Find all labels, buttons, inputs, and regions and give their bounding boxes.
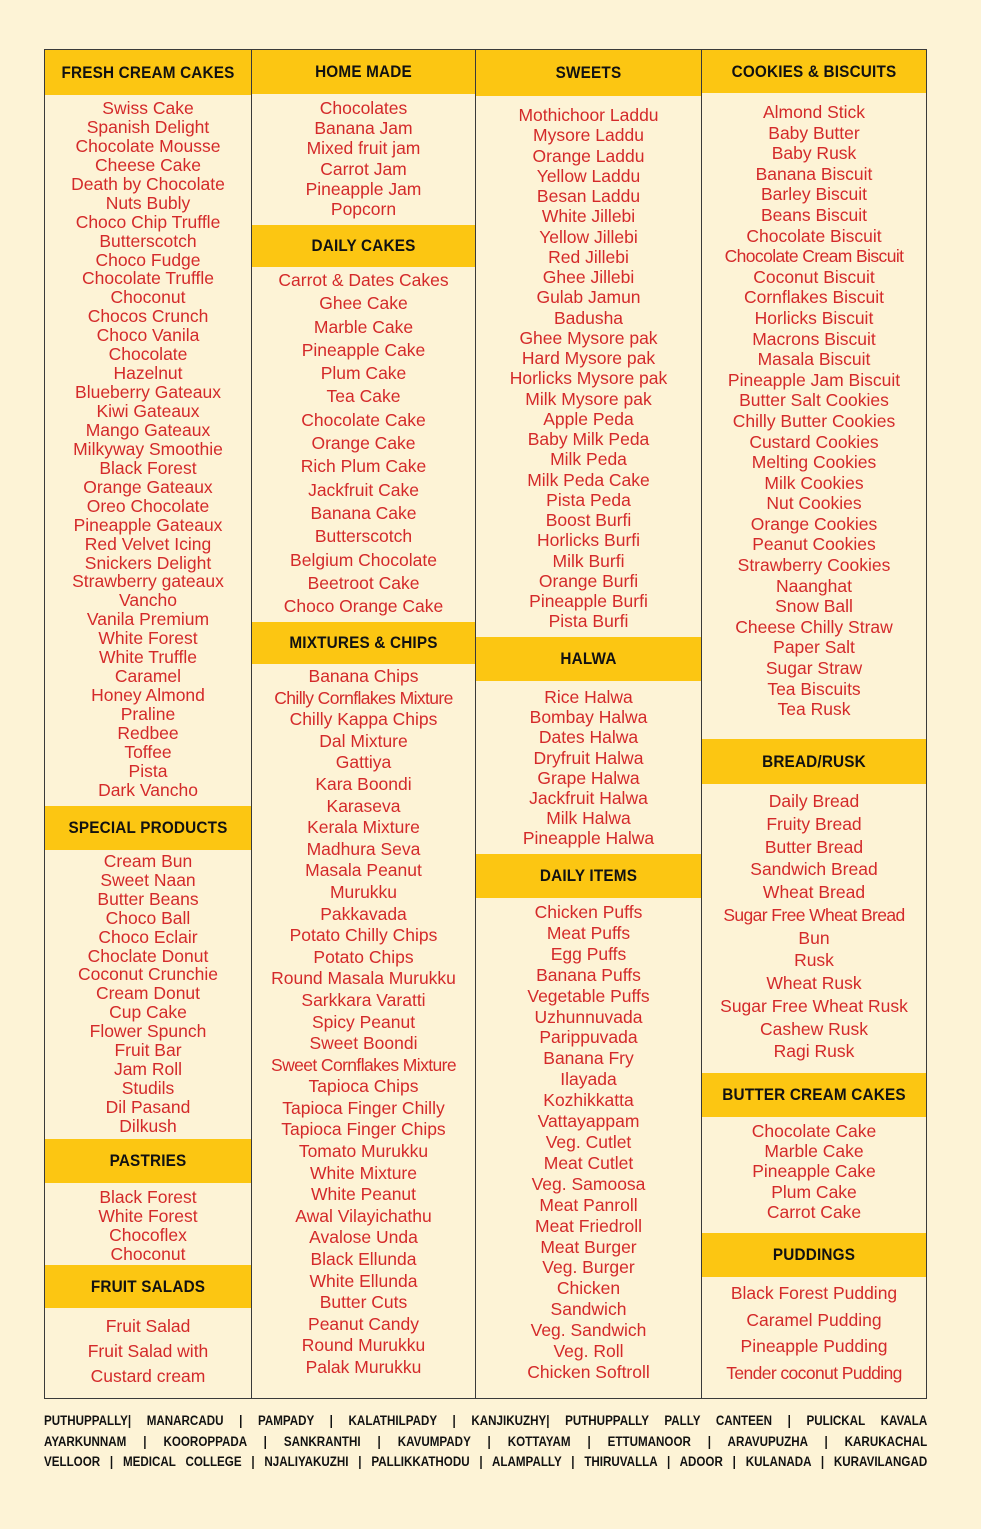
menu-item: Sweet Boondi (309, 1033, 418, 1054)
menu-item: Sandwich (550, 1299, 627, 1320)
menu-item: Milk Burfi (552, 550, 625, 571)
menu-item: Pineapple Halwa (522, 828, 655, 849)
menu-item: Sweet Cornflakes Mixture (271, 1054, 456, 1075)
menu-item: Pista (128, 760, 168, 781)
menu-item: Avalose Unda (309, 1227, 418, 1248)
menu-item: Spanish Delight (86, 116, 210, 137)
menu-item: Kozhikkatta (543, 1090, 634, 1111)
menu-item: Dilkush (119, 1115, 177, 1136)
menu-item: Baby Butter (768, 122, 860, 143)
menu-item: Sarkkara Varatti (301, 989, 426, 1010)
menu-item: Chicken Puffs (534, 902, 643, 922)
menu-item: Meat Puffs (546, 922, 631, 943)
menu-item: Butter Beans (97, 888, 199, 909)
menu-item: Pista Burfi (548, 611, 629, 632)
menu-item: Butter Salt Cookies (739, 390, 889, 411)
menu-item: Potato Chilly Chips (289, 925, 438, 946)
home-made-list (252, 94, 475, 225)
menu-item: Hard Mysore pak (521, 348, 656, 368)
menu-item: Choco Chip Truffle (75, 211, 221, 232)
menu-item: Blueberry Gateaux (75, 382, 221, 403)
special-products-list (45, 850, 251, 1139)
bread-rusk-list (702, 784, 926, 1073)
menu-item: Chilly Butter Cookies (732, 410, 896, 431)
menu-item: Cheese Cake (94, 154, 202, 175)
daily-items-list (476, 898, 701, 1398)
menu-item: Cream Donut (95, 983, 201, 1004)
menu-item: Chocos Crunch (87, 306, 209, 327)
section-header-sweets: SWEETS (487, 50, 690, 96)
menu-item: Tapioca Finger Chilly (282, 1097, 445, 1118)
menu-item: Pineapple Cake (301, 339, 426, 360)
section-header-special-products: SPECIAL PRODUCTS (55, 806, 240, 850)
menu-item: White Peanut (310, 1184, 417, 1205)
menu-item: Snickers Delight (84, 552, 212, 573)
menu-table (44, 49, 927, 1399)
menu-item: Black Forest Pudding (730, 1283, 898, 1303)
menu-item: Tea Rusk (777, 699, 851, 720)
menu-item: Dil Pasand (105, 1096, 191, 1117)
section-header-daily-items: DAILY ITEMS (487, 854, 690, 898)
menu-item: Chocolates (319, 98, 408, 118)
menu-item: Strawberry gateaux (72, 571, 224, 592)
menu-column-4 (702, 50, 926, 1398)
menu-item: Beans Biscuit (760, 204, 868, 225)
halwa-list (476, 681, 701, 854)
menu-item: Rich Plum Cake (300, 456, 427, 477)
menu-item: Sugar Free Wheat Rusk (720, 995, 908, 1016)
menu-item: Naanghat (776, 575, 852, 596)
menu-item: Ghee Cake (319, 293, 408, 314)
menu-item: Cashew Rusk (760, 1018, 868, 1039)
menu-item: Chilly Cornflakes Mixture (274, 687, 453, 708)
menu-item: Sandwich Bread (750, 859, 878, 880)
menu-item: Caramel (114, 666, 182, 687)
menu-item: Praline (120, 704, 176, 724)
menu-item: Toffee (124, 741, 172, 762)
section-header-butter-cream-cakes: BUTTER CREAM CAKES (713, 1073, 915, 1117)
menu-item: Pakkavada (320, 903, 407, 924)
menu-item: Choclate Donut (87, 945, 209, 966)
menu-item: Chocolate Biscuit (746, 225, 882, 246)
menu-item: Custard Cookies (749, 431, 879, 452)
menu-item: Coconut Biscuit (753, 266, 875, 287)
menu-item: Tender coconut Pudding (726, 1362, 902, 1383)
menu-item: Coconut Crunchie (77, 964, 219, 985)
daily-cakes-list (252, 267, 475, 622)
menu-item: Milk Cookies (764, 472, 864, 493)
menu-item: Palak Murukku (305, 1357, 422, 1377)
menu-item: Melting Cookies (751, 452, 877, 473)
menu-item: Mango Gateaux (85, 419, 211, 440)
menu-item: Tea Biscuits (767, 678, 861, 699)
menu-item: Butter Bread (764, 836, 864, 857)
section-header-fresh-cream-cakes: FRESH CREAM CAKES (55, 50, 240, 95)
menu-item: Pineapple Gateaux (73, 514, 223, 535)
section-header-puddings: PUDDINGS (713, 1233, 915, 1277)
menu-item: Meat Panroll (539, 1194, 638, 1215)
section-header-bread-rusk: BREAD/RUSK (713, 739, 915, 784)
menu-item: Daily Bread (768, 791, 860, 811)
menu-item: Apple Peda (543, 408, 634, 429)
menu-item: Milkyway Smoothie (73, 438, 223, 459)
menu-item: Jackfruit Cake (308, 479, 419, 500)
menu-item: Kerala Mixture (307, 817, 420, 838)
menu-item: Sugar Straw (765, 658, 863, 679)
menu-item: Vegetable Puffs (527, 985, 650, 1006)
menu-item: Fruit Bar (114, 1040, 182, 1061)
menu-item: Egg Puffs (550, 943, 627, 964)
menu-item: Butterscotch (314, 526, 413, 547)
menu-item: Pista Peda (546, 489, 631, 510)
branch-line-1: PUTHUPPALLY| MANARCADU | PAMPADY | KALATHILPADY | KANJIKUZHY| PUTHUPPALLY PALLY CANTEEN | PULICKAL KAVALA (44, 1413, 928, 1428)
menu-item: Ghee Jillebi (542, 267, 635, 287)
menu-item: Mothichoor Laddu (518, 105, 659, 125)
menu-item: Orange Burfi (538, 570, 639, 591)
menu-item: White Forest (98, 628, 198, 649)
menu-item: Ghee Mysore pak (519, 327, 658, 348)
menu-item: Honey Almond (91, 685, 205, 706)
menu-item: Banana Cake (310, 502, 417, 523)
menu-item: Vancho (118, 590, 178, 611)
menu-item: Bun (798, 927, 830, 948)
menu-item: Veg. Roll (553, 1341, 624, 1362)
menu-item: Death by Chocolate (71, 173, 225, 194)
menu-item: Butter Cuts (319, 1292, 408, 1313)
menu-item: Marble Cake (764, 1141, 864, 1162)
menu-item: Choco Eclair (98, 926, 198, 947)
menu-item: Hazelnut (113, 363, 183, 384)
menu-item: Plum Cake (320, 363, 407, 384)
menu-item: Wheat Rusk (766, 973, 862, 993)
menu-item: Banana Jam (314, 118, 413, 139)
menu-item: Banana Fry (543, 1048, 634, 1069)
menu-item: Bombay Halwa (529, 707, 648, 728)
menu-item: Awal Vilayichathu (295, 1205, 432, 1226)
menu-item: Mysore Laddu (533, 125, 644, 146)
menu-item: Chocolate Truffle (82, 268, 214, 289)
menu-item: Carrot Cake (766, 1201, 862, 1222)
menu-item: Madhura Seva (306, 838, 421, 859)
menu-item: Boost Burfi (545, 510, 632, 530)
menu-item: Studils (121, 1077, 175, 1098)
menu-item: Chocolate Cream Biscuit (724, 246, 904, 267)
menu-item: Besan Laddu (536, 186, 641, 206)
menu-item: Ragi Rusk (773, 1041, 855, 1062)
menu-item: Red Velvet Icing (84, 533, 212, 554)
menu-item: Nut Cookies (766, 493, 862, 514)
menu-item: White Truffle (99, 647, 197, 668)
menu-item: Grape Halwa (537, 767, 640, 788)
menu-item: Tea Cake (326, 386, 401, 407)
menu-item: Ilayada (560, 1069, 617, 1090)
menu-item: Horlicks Burfi (536, 530, 641, 551)
menu-item: Flower Spunch (89, 1021, 207, 1042)
menu-item: Vattayappam (537, 1111, 640, 1132)
pastries-list (45, 1183, 251, 1265)
menu-item: Orange Cake (311, 433, 416, 454)
menu-item: Uzhunnuvada (534, 1006, 643, 1027)
menu-item: Meat Burger (540, 1236, 637, 1257)
menu-item: Black Forest (99, 1187, 197, 1207)
menu-column-2 (252, 50, 476, 1398)
menu-item: Kara Boondi (315, 773, 412, 794)
menu-item: Parippuvada (539, 1027, 638, 1048)
menu-item: Fruit Salad (105, 1316, 191, 1336)
menu-column-1 (45, 50, 252, 1398)
section-header-halwa: HALWA (487, 637, 690, 681)
branch-locations (44, 1411, 927, 1473)
menu-item: Cup Cake (109, 1002, 187, 1023)
menu-item: Masala Peanut (305, 860, 422, 881)
section-header-cookies-biscuits: COOKIES & BISCUITS (713, 50, 915, 93)
menu-item: Black Ellunda (310, 1249, 417, 1270)
menu-item: Meat Friedroll (535, 1215, 642, 1236)
menu-item: Redbee (117, 722, 179, 743)
menu-item: Cream Bun (103, 851, 193, 871)
menu-item: Baby Milk Peda (527, 429, 650, 449)
menu-item: Nuts Bubly (105, 192, 191, 213)
menu-item: Banana Puffs (536, 964, 641, 985)
menu-item: Beetroot Cake (307, 572, 420, 593)
menu-item: Potato Chips (313, 946, 414, 967)
menu-item: Chicken (556, 1278, 621, 1299)
menu-item: Orange Gateaux (83, 476, 213, 497)
mixtures-chips-list (252, 664, 475, 1398)
section-header-home-made: HOME MADE (263, 50, 464, 94)
menu-item: Choco Vanila (96, 325, 200, 346)
menu-item: Custard cream (90, 1366, 206, 1386)
butter-cream-cakes-list (702, 1117, 926, 1233)
menu-item: Sugar Free Wheat Bread (723, 904, 905, 925)
menu-item: Popcorn (330, 199, 397, 220)
menu-item: Milk Peda (550, 449, 627, 470)
menu-item: Cornflakes Biscuit (743, 287, 885, 308)
branch-line-2: AYARKUNNAM | KOOROPPADA | SANKRANTHI | KAVUMPADY | KOTTAYAM | ETTUMANOOR | ARAVUPUZHA | KARUKACHAL (44, 1433, 928, 1449)
menu-item: Meat Cutlet (543, 1152, 634, 1173)
menu-column-3 (476, 50, 702, 1398)
section-header-fruit-salads: FRUIT SALADS (55, 1265, 240, 1308)
menu-item: Chocoflex (109, 1225, 187, 1245)
menu-item: Belgium Chocolate (290, 549, 437, 570)
menu-item: Spicy Peanut (311, 1011, 416, 1032)
branch-line-3: VELLOOR | MEDICAL COLLEGE | NJALIYAKUZHI | PALLIKKATHODU | ALAMPALLY | THIRUVALLA | ADOOR | KULANADA | KURAVILANGAD (44, 1454, 928, 1469)
menu-item: Swiss Cake (102, 98, 194, 118)
puddings-list (702, 1277, 926, 1398)
menu-item: Jackfruit Halwa (529, 788, 648, 809)
menu-item: Tapioca Chips (308, 1076, 419, 1097)
menu-item: Cheese Chilly Straw (735, 616, 893, 637)
menu-item: Pineapple Jam (305, 178, 422, 199)
menu-item: Chocolate Cake (301, 409, 426, 430)
menu-item: Marble Cake (313, 316, 414, 337)
menu-item: Badusha (553, 307, 624, 328)
menu-item: Rusk (794, 950, 834, 971)
menu-item: Murukku (329, 881, 398, 902)
menu-item: Yellow Jillebi (539, 226, 638, 247)
menu-item: Choco Fudge (95, 249, 201, 270)
section-header-pastries: PASTRIES (55, 1139, 240, 1183)
menu-item: Peanut Cookies (752, 534, 876, 555)
menu-item: Sweet Naan (100, 869, 196, 890)
menu-item: Kiwi Gateaux (96, 401, 200, 421)
menu-item: Butterscotch (99, 230, 197, 251)
menu-item: White Forest (98, 1206, 198, 1226)
menu-item: Carrot Jam (320, 158, 407, 179)
menu-item: Dark Vancho (98, 779, 198, 800)
menu-item: Tapioca Finger Chips (281, 1119, 446, 1140)
menu-item: Pineapple Burfi (529, 591, 648, 611)
menu-item: Red Jillebi (548, 246, 629, 267)
sweets-list (476, 96, 701, 637)
menu-item: White Jillebi (541, 206, 636, 227)
menu-item: Baby Rusk (771, 143, 857, 164)
menu-item: Veg. Samoosa (531, 1173, 646, 1194)
menu-item: Vanila Premium (86, 609, 210, 630)
menu-item: Snow Ball (775, 596, 853, 617)
menu-item: Banana Biscuit (755, 163, 873, 184)
menu-item: White Ellunda (309, 1270, 418, 1291)
menu-item: White Mixture (310, 1162, 417, 1183)
menu-item: Pineapple Cake (752, 1161, 876, 1182)
menu-item: Jam Roll (113, 1058, 183, 1079)
menu-item: Rice Halwa (544, 687, 633, 707)
menu-item: Peanut Candy (308, 1313, 419, 1334)
menu-item: Choco Ball (105, 907, 191, 928)
menu-item: Round Murukku (301, 1335, 426, 1356)
menu-item: Barley Biscuit (760, 184, 867, 205)
fresh-cream-cakes-list (45, 95, 251, 806)
menu-item: Veg. Cutlet (545, 1131, 632, 1152)
menu-item: Milk Mysore pak (525, 388, 652, 409)
menu-item: Milk Peda Cake (527, 469, 650, 490)
menu-item: Chicken Softroll (527, 1361, 650, 1382)
menu-item: Tomato Murukku (298, 1141, 429, 1162)
menu-item: Milk Halwa (546, 808, 631, 829)
menu-item: Oreo Chocolate (86, 495, 210, 516)
menu-item: Fruity Bread (766, 813, 862, 834)
menu-item: Black Forest (99, 457, 197, 478)
menu-item: Dates Halwa (538, 727, 639, 748)
menu-item: Chocolate Cake (751, 1121, 877, 1141)
menu-item: Horlicks Mysore pak (509, 368, 668, 389)
menu-item: Mixed fruit jam (306, 138, 421, 159)
menu-item: Orange Cookies (750, 513, 878, 534)
menu-item: Karaseva (326, 795, 401, 816)
menu-item: Macrons Biscuit (752, 328, 876, 349)
section-header-mixtures-chips: MIXTURES & CHIPS (263, 622, 464, 664)
menu-item: Masala Biscuit (757, 349, 871, 370)
menu-item: Fruit Salad with (87, 1341, 209, 1361)
menu-item: Dal Mixture (319, 730, 408, 751)
menu-item: Choconut (110, 1244, 186, 1264)
menu-item: Gulab Jamun (536, 287, 641, 308)
section-header-daily-cakes: DAILY CAKES (263, 225, 464, 267)
menu-item: Strawberry Cookies (737, 555, 891, 576)
menu-item: Dryfruit Halwa (533, 747, 644, 768)
menu-item: Chilly Kappa Chips (289, 709, 438, 730)
menu-item: Choco Orange Cake (283, 596, 444, 617)
menu-item: Almond Stick (762, 102, 866, 122)
menu-item: Chocolate Mousse (75, 135, 221, 156)
menu-item: Round Masala Murukku (271, 968, 456, 989)
menu-item: Plum Cake (771, 1181, 857, 1202)
menu-item: Veg. Sandwich (530, 1320, 647, 1341)
menu-item: Yellow Laddu (536, 165, 641, 186)
menu-item: Paper Salt (773, 637, 855, 658)
fruit-salads-list (45, 1308, 251, 1398)
menu-item: Caramel Pudding (746, 1309, 882, 1330)
menu-item: Pineapple Pudding (740, 1336, 888, 1356)
cookies-biscuits-list (702, 93, 926, 739)
menu-item: Orange Laddu (532, 145, 645, 166)
menu-item: Carrot & Dates Cakes (278, 270, 449, 290)
menu-item: Horlicks Biscuit (754, 307, 874, 328)
menu-item: Gattiya (335, 752, 392, 773)
menu-item: Choconut (110, 287, 186, 308)
menu-item: Wheat Bread (762, 882, 866, 902)
menu-item: Pineapple Jam Biscuit (727, 369, 901, 390)
menu-item: Veg. Burger (542, 1257, 635, 1278)
menu-item: Banana Chips (308, 666, 419, 686)
menu-item: Chocolate (108, 344, 188, 365)
